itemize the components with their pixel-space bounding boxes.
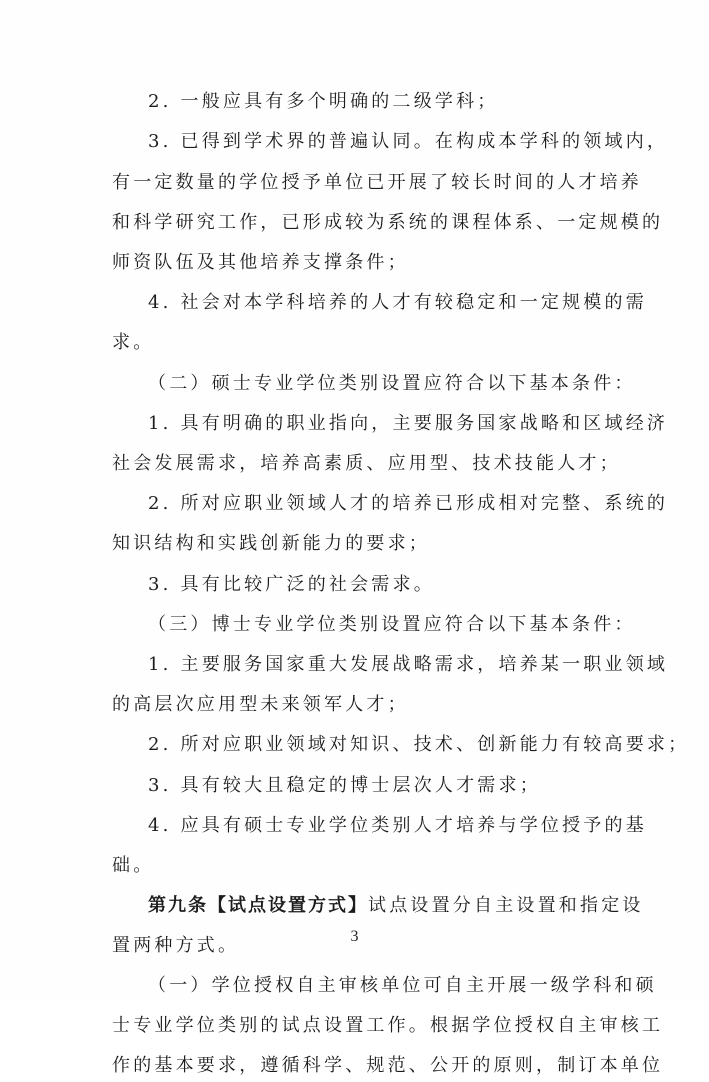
text-line: 4. 应具有硕士专业学位类别人才培养与学位授予的基 — [148, 815, 647, 836]
section-heading: （一）学位授权自主审核单位可自主开展一级学科和硕 — [148, 975, 657, 996]
text-line: 求。 — [112, 332, 155, 353]
text-line: 社会发展需求，培养高素质、应用型、技术技能人才； — [112, 453, 621, 474]
text-line: 知识结构和实践创新能力的要求； — [112, 533, 430, 554]
text-line: 师资队伍及其他培养支撑条件； — [112, 252, 409, 273]
article-text: 试点设置分自主设置和指定设 — [368, 895, 644, 916]
text-line: 3. 已得到学术界的普遍认同。在构成本学科的领域内， — [148, 131, 669, 152]
text-line: 1. 具有明确的职业指向，主要服务国家战略和区域经济 — [148, 413, 669, 434]
page-number: 3 — [350, 928, 359, 945]
article-heading: 第九条【试点设置方式】 — [148, 895, 368, 916]
text-line: 3. 具有较大且稳定的博士层次人才需求； — [148, 775, 541, 796]
text-line: 2. 所对应职业领域对知识、技术、创新能力有较高要求； — [148, 734, 690, 755]
section-heading: （三）博士专业学位类别设置应符合以下基本条件： — [148, 614, 636, 635]
text-line: 作的基本要求，遵循科学、规范、公开的原则，制订本单位 — [112, 1055, 664, 1076]
text-line: 和科学研究工作，已形成较为系统的课程体系、一定规模的 — [112, 212, 664, 233]
text-line: 2. 所对应职业领域人才的培养已形成相对完整、系统的 — [148, 493, 669, 514]
text-line: 1. 主要服务国家重大发展战略需求，培养某一职业领域 — [148, 654, 669, 675]
section-heading: （二）硕士专业学位类别设置应符合以下基本条件： — [148, 373, 636, 394]
text-line: 础。 — [112, 855, 155, 876]
article-line — [148, 890, 644, 922]
text-line: 有一定数量的学位授予单位已开展了较长时间的人才培养 — [112, 172, 642, 193]
document-body — [112, 86, 690, 1076]
text-line: 3. 具有比较广泛的社会需求。 — [148, 574, 435, 595]
text-line: 的高层次应用型未来领军人才； — [112, 694, 409, 715]
text-line: 4. 社会对本学科培养的人才有较稳定和一定规模的需 — [148, 292, 647, 313]
text-line: 士专业学位类别的试点设置工作。根据学位授权自主审核工 — [112, 1015, 664, 1036]
text-line: 置两种方式。 — [112, 935, 240, 956]
text-line: 2. 一般应具有多个明确的二级学科； — [148, 91, 499, 112]
